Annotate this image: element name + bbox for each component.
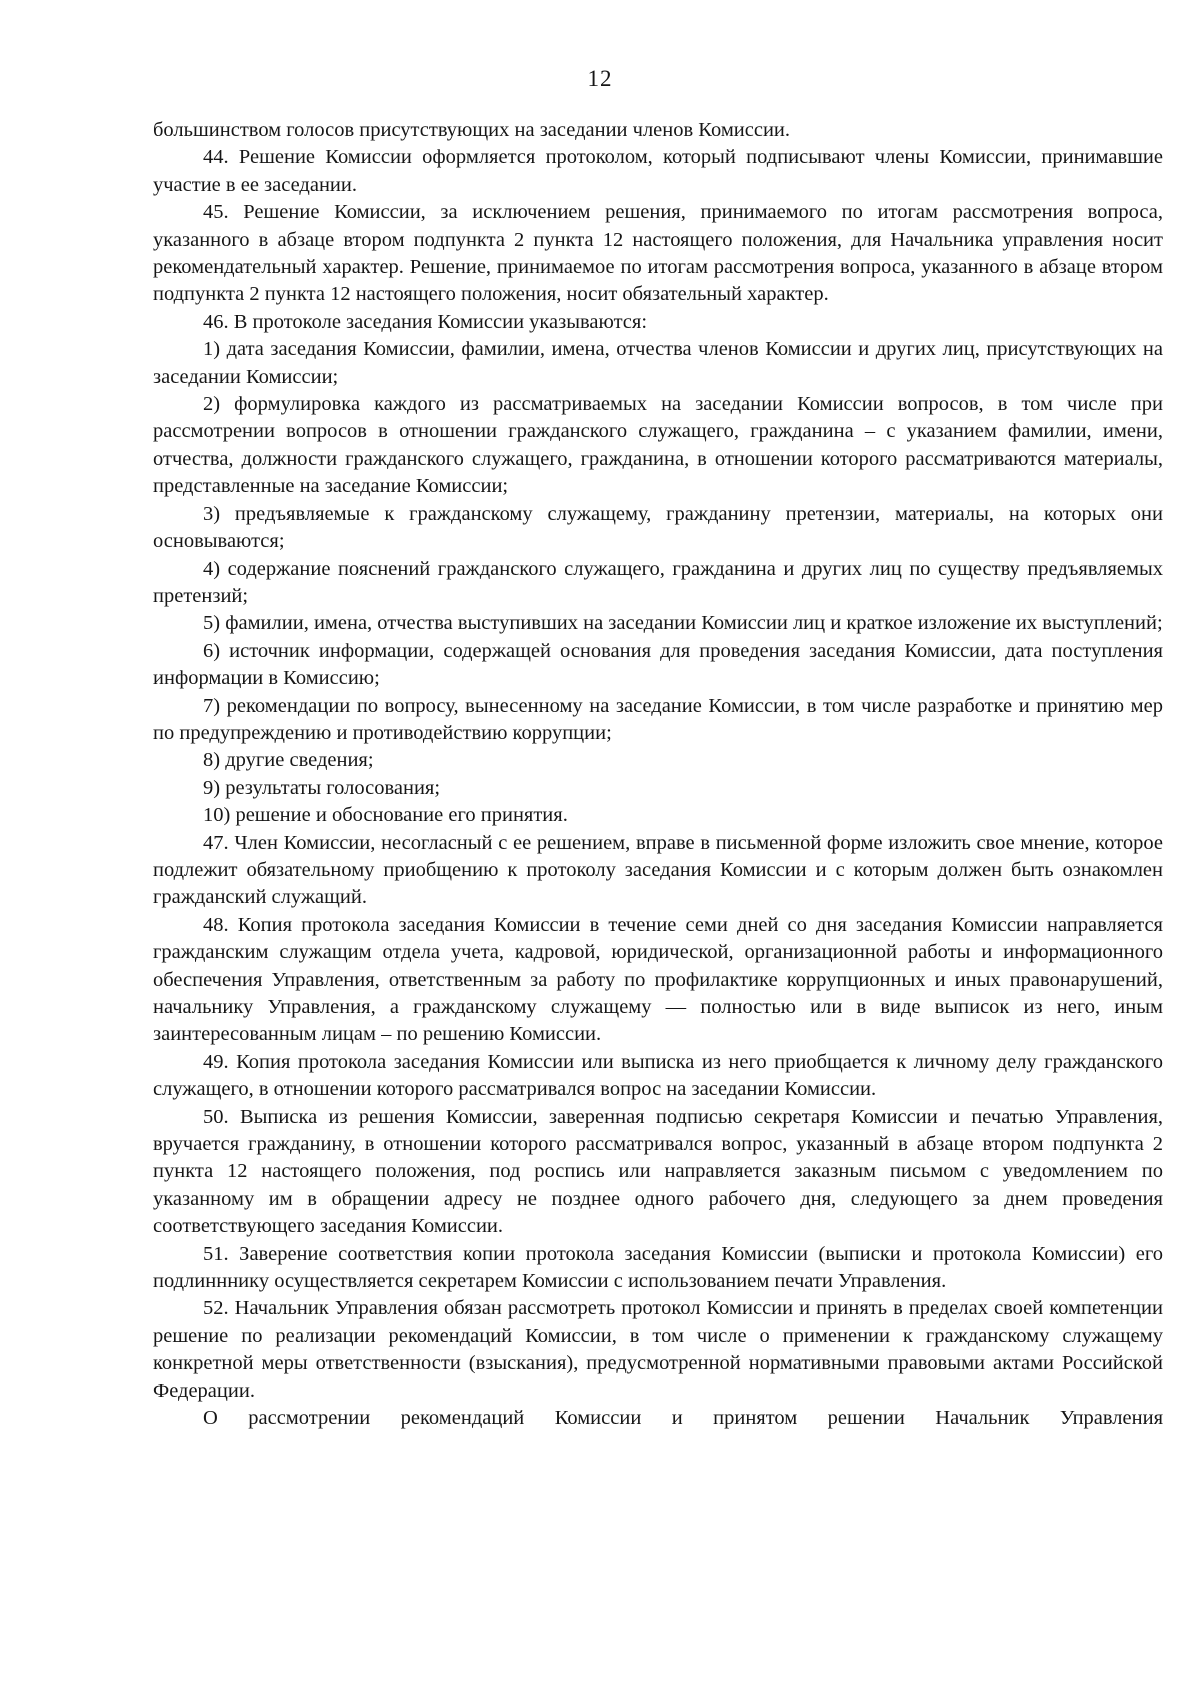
paragraph-46-item-8: 8) другие сведения;	[203, 749, 374, 772]
paragraph-continuation: большинством голосов присутствующих на заседании членов Комиссии.	[153, 119, 791, 141]
paragraph-46-item-7: 7) рекомендации по вопросу, вынесенному на заседание Комиссии, в том числе разработке и принятию мер по предупреждению и противодействию коррупции;	[153, 694, 1163, 744]
paragraph-45: 45. Решение Комиссии, за исключением решения, принимаемого по итогам рассмотрения вопроса, указанного в абзаце втором подпункта 2 пункта 12 настоящего положения, для Начальника управления носит рекомендательный характер. Решение, принимаемое по итогам рассмотрения вопроса, указанного в абзаце втором подпункта 2 пункта 12 настоящего положения, носит обязательный характер.	[153, 201, 1163, 306]
paragraph-49: 49. Копия протокола заседания Комиссии или выписка из него приобщается к личному делу гражданского служащего, в отношении которого рассматривался вопрос на заседании Комиссии.	[153, 1050, 1163, 1101]
paragraph-46-item-5: 5) фамилии, имена, отчества выступивших на заседании Комиссии лиц и краткое изложение их выступлений;	[203, 612, 1163, 635]
paragraph-46-item-2: 2) формулировка каждого из рассматриваемых на заседании Комиссии вопросов, в том числе при рассмотрении вопросов в отношении гражданского служащего, гражданина – с указанием фамилии, имени, отчества, должности гражданского служащего, гражданина, в отношении которого рассматриваются материалы, представленные на заседание Комиссии;	[153, 393, 1163, 498]
paragraph-51: 51. Заверение соответствия копии протокола заседания Комиссии (выписки и протокола Комиссии) его подлинннику осуществляется секретарем Комиссии с использованием печати Управления.	[153, 1242, 1163, 1293]
paragraph-46-item-6: 6) источник информации, содержащей основания для проведения заседания Комиссии, дата поступления информации в Комиссию;	[153, 639, 1163, 690]
paragraph-47: 47. Член Комиссии, несогласный с ее решением, вправе в письменной форме изложить свое мнение, которое подлежит обязательному приобщению к протоколу заседания Комиссии и с которым должен быть ознакомлен гражданский служащий.	[153, 831, 1163, 909]
paragraph-46-item-3: 3) предъявляемые к гражданскому служащему, гражданину претензии, материалы, на которых они основываются;	[153, 502, 1163, 553]
paragraph-50: 50. Выписка из решения Комиссии, заверенная подписью секретаря Комиссии и печатью Управления, вручается гражданину, в отношении которого рассматривался вопрос, указанный в абзаце втором подпункта 2 пункта 12 настоящего положения, под роспись или направляется заказным письмом с уведомлением по указанному им в обращении адресу не позднее одного рабочего дня, следующего за днем проведения соответствующего заседания Комиссии.	[153, 1105, 1163, 1238]
paragraph-52: 52. Начальник Управления обязан рассмотреть протокол Комиссии и принять в пределах своей компетенции решение по реализации рекомендаций Комиссии, в том числе о применении к гражданскому служащему конкретной меры ответственности (взыскания), предусмотренной нормативными правовыми актами Российской Федерации.	[153, 1297, 1163, 1402]
paragraph-48: 48. Копия протокола заседания Комиссии в течение семи дней со дня заседания Комиссии направляется гражданским служащим отдела учета, кадровой, юридической, организационной работы и информационного обеспечения Управления, ответственным за работу по профилактике коррупционных и иных правонарушений, начальнику Управления, а гражданскому служащему — полностью или в виде выписок из него, иным заинтересованным лицам – по решению Комиссии.	[153, 913, 1163, 1046]
paragraph-46-item-1: 1) дата заседания Комиссии, фамилии, имена, отчества членов Комиссии и других лиц, присутствующих на заседании Комиссии;	[153, 338, 1163, 388]
paragraph-44: 44. Решение Комиссии оформляется протоколом, который подписывают члены Комиссии, принимавшие участие в ее заседании.	[153, 146, 1163, 196]
paragraph-52-continued: О рассмотрении рекомендаций Комиссии и принятом решении Начальник Управления	[203, 1407, 1163, 1430]
page-number: 12	[587, 66, 613, 91]
paragraph-46-item-9: 9) результаты голосования;	[203, 776, 441, 799]
document-body	[153, 117, 1163, 1433]
paragraph-46: 46. В протоколе заседания Комиссии указываются:	[203, 310, 648, 333]
paragraph-46-item-10: 10) решение и обоснование его принятия.	[203, 804, 568, 827]
paragraph-46-item-4: 4) содержание пояснений гражданского служащего, гражданина и других лиц по существу предъявляемых претензий;	[153, 557, 1163, 607]
